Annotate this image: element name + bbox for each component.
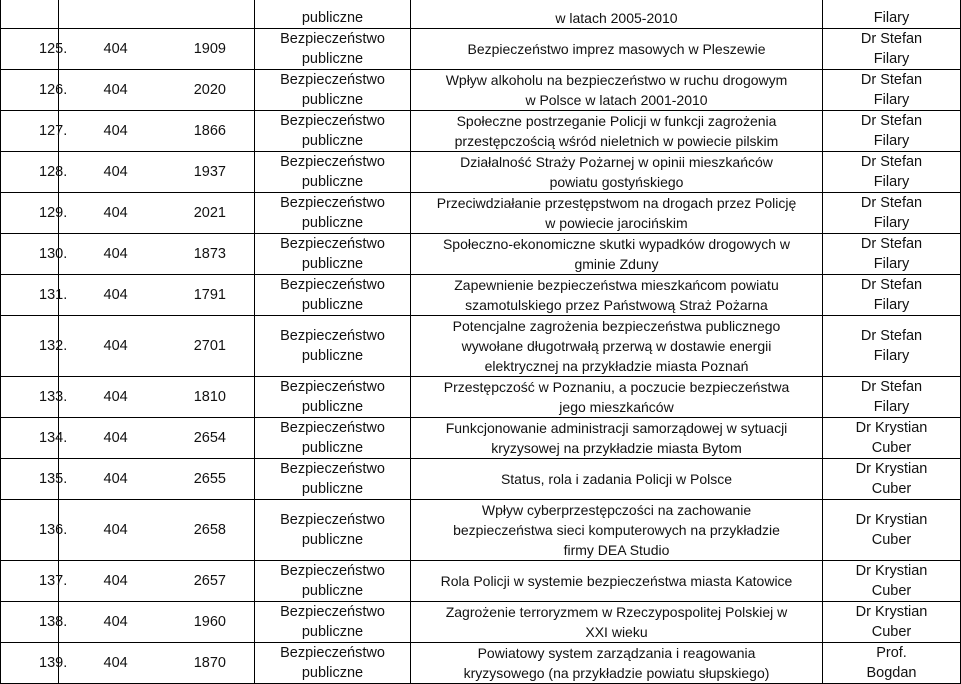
title-line: Przestępczość w Poznaniu, a poczucie bezpieczeństwa: [443, 379, 790, 395]
table-row: [1, 500, 961, 561]
signature-number: 2020: [193, 82, 226, 98]
row-number: 125.: [39, 41, 68, 57]
signature-prefix: 404: [103, 338, 128, 354]
signature-cell: [59, 602, 255, 643]
author-line: Cuber: [871, 532, 912, 548]
title-line: Wpływ alkoholu na bezpieczeństwo w ruchu drogowym: [445, 72, 788, 88]
row-number: 128.: [39, 164, 68, 180]
category-cell: [255, 234, 411, 275]
title-cell: [411, 500, 823, 561]
table-row: [1, 29, 961, 70]
row-number: 138.: [39, 614, 68, 630]
signature-cell: [59, 152, 255, 193]
author-cell: [823, 111, 961, 152]
table-row: [1, 459, 961, 500]
author-line: Dr Stefan: [860, 31, 923, 47]
category-line: Bezpieczeństwo: [280, 113, 385, 129]
signature-number: 1873: [193, 246, 226, 262]
category-line: Bezpieczeństwo: [280, 195, 385, 211]
category-line: publiczne: [301, 583, 364, 599]
title-cell: [411, 193, 823, 234]
author-line: Cuber: [871, 440, 912, 456]
category-line: Bezpieczeństwo: [280, 154, 385, 170]
signature-cell: [59, 234, 255, 275]
table-row: [1, 602, 961, 643]
title-cell: [411, 152, 823, 193]
title-line: powiatu gostyńskiego: [549, 174, 684, 190]
signature-cell: [59, 193, 255, 234]
title-line: kryzysowej na przykładzie miasta Bytom: [491, 440, 742, 456]
title-line: kryzysowego (na przykładzie powiatu słupskiego): [463, 665, 770, 681]
row-number-cell: [1, 500, 68, 561]
author-line: Dr Stefan: [860, 72, 923, 88]
title-line: Zapewnienie bezpieczeństwa mieszkańcom powiatu: [454, 277, 779, 293]
title-line: Potencjalne zagrożenia bezpieczeństwa publicznego: [452, 318, 781, 334]
title-line: elektrycznej na przykładzie miasta Poznań: [484, 358, 749, 374]
category-cell: [255, 70, 411, 111]
category-line: publiczne: [301, 133, 364, 149]
title-line: Status, rola i zadania Policji w Polsce: [500, 471, 733, 487]
author-cell: [823, 70, 961, 111]
author-line: Filary: [873, 215, 910, 231]
category-line: Bezpieczeństwo: [280, 31, 385, 47]
signature-number: 1870: [193, 655, 226, 671]
author-line: Filary: [873, 51, 910, 67]
signature-prefix: 404: [103, 164, 128, 180]
row-number-cell: [1, 70, 68, 111]
signature-prefix: 404: [103, 655, 128, 671]
category-line: Bezpieczeństwo: [280, 461, 385, 477]
row-number-cell: [1, 275, 68, 316]
title-line: Społeczno-ekonomiczne skutki wypadków drogowych w: [442, 236, 791, 252]
row-number-cell: [1, 643, 68, 684]
row-number: 137.: [39, 573, 68, 589]
category-line: Bezpieczeństwo: [280, 72, 385, 88]
row-number-cell: [1, 29, 68, 70]
title-line: w Polsce w latach 2001-2010: [525, 92, 708, 108]
author-cell: [823, 29, 961, 70]
title-line: Funkcjonowanie administracji samorządowej w sytuacji: [445, 420, 788, 436]
title-line: Społeczne postrzeganie Policji w funkcji zagrożenia: [456, 113, 777, 129]
row-number-cell: [1, 418, 68, 459]
title-line: bezpieczeństwa sieci komputerowych na przykładzie: [453, 522, 780, 538]
category-cell: [255, 459, 411, 500]
signature-prefix: 404: [103, 287, 128, 303]
title-cell: [411, 418, 823, 459]
table-row: [1, 316, 961, 377]
row-number-cell: [1, 377, 68, 418]
title-line: Przeciwdziałanie przestępstwom na drogach przez Policję: [436, 195, 797, 211]
author-line: Dr Krystian: [855, 563, 928, 579]
author-line: Dr Stefan: [860, 277, 923, 293]
title-line: firmy DEA Studio: [563, 542, 670, 558]
table-row: [1, 275, 961, 316]
author-line: Filary: [873, 399, 910, 415]
signature-cell: [59, 643, 255, 684]
signature-cell: [59, 418, 255, 459]
author-line: Prof.: [876, 645, 907, 661]
category-cell: [255, 193, 411, 234]
row-number: 134.: [39, 430, 68, 446]
row-number-cell: [1, 459, 68, 500]
category-text: publiczne: [301, 10, 364, 26]
category-line: publiczne: [301, 215, 364, 231]
author-text: Filary: [873, 10, 910, 26]
category-line: Bezpieczeństwo: [280, 512, 385, 528]
signature-cell: [59, 70, 255, 111]
signature-cell: [59, 459, 255, 500]
author-line: Dr Krystian: [855, 461, 928, 477]
category-line: Bezpieczeństwo: [280, 379, 385, 395]
category-line: Bezpieczeństwo: [280, 645, 385, 661]
signature-prefix: 404: [103, 522, 128, 538]
title-line: przestępczością wśród nieletnich w powiecie pilskim: [454, 133, 779, 149]
author-line: Filary: [873, 297, 910, 313]
signature-prefix: 404: [103, 82, 128, 98]
title-cell: [411, 0, 823, 29]
author-line: Filary: [873, 133, 910, 149]
table-row-partial: [1, 0, 961, 29]
author-cell: [823, 234, 961, 275]
signature-number: 2657: [193, 573, 226, 589]
signature-cell: [59, 29, 255, 70]
author-cell: [823, 152, 961, 193]
signature-number: 1810: [193, 389, 226, 405]
category-line: publiczne: [301, 51, 364, 67]
author-cell: [823, 500, 961, 561]
category-cell: [255, 602, 411, 643]
signature-prefix: 404: [103, 471, 128, 487]
signature-number: 2701: [193, 338, 226, 354]
table-row: [1, 193, 961, 234]
row-number: 133.: [39, 389, 68, 405]
table-row: [1, 70, 961, 111]
author-cell: [823, 643, 961, 684]
category-cell: [255, 152, 411, 193]
row-number: 136.: [39, 522, 68, 538]
title-cell: [411, 29, 823, 70]
signature-number: 1866: [193, 123, 226, 139]
category-cell: [255, 0, 411, 29]
signature-cell: [59, 316, 255, 377]
category-line: publiczne: [301, 624, 364, 640]
signature-cell: [59, 377, 255, 418]
signature-cell: [59, 500, 255, 561]
author-line: Dr Krystian: [855, 512, 928, 528]
category-line: publiczne: [301, 92, 364, 108]
category-cell: [255, 29, 411, 70]
title-cell: [411, 377, 823, 418]
table-row: [1, 234, 961, 275]
author-cell: [823, 602, 961, 643]
signature-cell: [59, 561, 255, 602]
signature-prefix: 404: [103, 573, 128, 589]
table-row: [1, 561, 961, 602]
row-number: 129.: [39, 205, 68, 221]
category-line: publiczne: [301, 665, 364, 681]
title-line: jego mieszkańców: [559, 399, 674, 415]
title-cell: [411, 70, 823, 111]
category-cell: [255, 111, 411, 152]
title-line: Rola Policji w systemie bezpieczeństwa miasta Katowice: [440, 573, 793, 589]
category-line: publiczne: [301, 399, 364, 415]
signature-prefix: 404: [103, 41, 128, 57]
row-number-cell: [1, 561, 68, 602]
title-line: w powiecie jarocińskim: [545, 215, 688, 231]
signature-prefix: 404: [103, 389, 128, 405]
author-line: Cuber: [871, 624, 912, 640]
signature-cell: [59, 275, 255, 316]
author-line: Filary: [873, 174, 910, 190]
row-number: 127.: [39, 123, 68, 139]
author-line: Dr Stefan: [860, 195, 923, 211]
table-row: [1, 111, 961, 152]
author-line: Dr Stefan: [860, 328, 923, 344]
author-cell: [823, 561, 961, 602]
category-line: Bezpieczeństwo: [280, 328, 385, 344]
signature-number: 2658: [193, 522, 226, 538]
category-cell: [255, 275, 411, 316]
signature-number: 2021: [193, 205, 226, 221]
signature-prefix: 404: [103, 123, 128, 139]
category-cell: [255, 500, 411, 561]
row-number-cell: [1, 602, 68, 643]
title-line: Działalność Straży Pożarnej w opinii mieszkańców: [460, 154, 773, 170]
table-row: [1, 377, 961, 418]
category-line: publiczne: [301, 440, 364, 456]
title-cell: [411, 316, 823, 377]
title-line: Bezpieczeństwo imprez masowych w Pleszewie: [467, 41, 766, 57]
category-line: publiczne: [301, 348, 364, 364]
row-number-cell: [1, 111, 68, 152]
category-line: Bezpieczeństwo: [280, 604, 385, 620]
row-number-cell: [1, 234, 68, 275]
row-number: 130.: [39, 246, 68, 262]
signature-prefix: 404: [103, 430, 128, 446]
category-line: Bezpieczeństwo: [280, 563, 385, 579]
title-cell: [411, 602, 823, 643]
row-number: 126.: [39, 82, 68, 98]
category-line: publiczne: [301, 532, 364, 548]
author-line: Dr Stefan: [860, 236, 923, 252]
signature-cell: [59, 111, 255, 152]
category-cell: [255, 418, 411, 459]
author-line: Dr Stefan: [860, 379, 923, 395]
category-cell: [255, 377, 411, 418]
category-line: publiczne: [301, 297, 364, 313]
title-line: Zagrożenie terroryzmem w Rzeczypospolitej Polskiej w: [445, 604, 788, 620]
signature-number: 1791: [193, 287, 226, 303]
signature-number: 1937: [193, 164, 226, 180]
table-row: [1, 152, 961, 193]
row-number: 132.: [39, 338, 68, 354]
author-line: Dr Stefan: [860, 154, 923, 170]
title-line: szamotulskiego przez Państwową Straż Pożarna: [465, 297, 768, 313]
author-line: Cuber: [871, 583, 912, 599]
category-cell: [255, 316, 411, 377]
signature-number: 2655: [193, 471, 226, 487]
title-line: Powiatowy system zarządzania i reagowania: [477, 645, 756, 661]
category-line: Bezpieczeństwo: [280, 277, 385, 293]
title-line: XXI wieku: [585, 624, 648, 640]
signature-prefix: 404: [103, 614, 128, 630]
row-number-cell: [1, 152, 68, 193]
row-number: 139.: [39, 655, 68, 671]
author-cell: [823, 418, 961, 459]
author-line: Cuber: [871, 481, 912, 497]
row-number-cell: [1, 316, 68, 377]
author-cell: [823, 377, 961, 418]
title-line: gminie Zduny: [574, 256, 659, 272]
category-line: Bezpieczeństwo: [280, 236, 385, 252]
category-cell: [255, 561, 411, 602]
signature-prefix: 404: [103, 205, 128, 221]
category-line: Bezpieczeństwo: [280, 420, 385, 436]
row-number-cell: [1, 193, 68, 234]
category-cell: [255, 643, 411, 684]
title-line: wywołane długotrwałą przerwą w dostawie energii: [461, 338, 772, 354]
row-number: 135.: [39, 471, 68, 487]
author-cell: [823, 193, 961, 234]
title-cell: [411, 459, 823, 500]
author-line: Bogdan: [866, 665, 917, 681]
title-cell: [411, 111, 823, 152]
author-line: Filary: [873, 92, 910, 108]
author-line: Dr Krystian: [855, 420, 928, 436]
title-line: Wpływ cyberprzestępczości na zachowanie: [481, 502, 752, 518]
title-cell: [411, 643, 823, 684]
author-line: Filary: [873, 256, 910, 272]
row-number: 131.: [39, 287, 68, 303]
signature-number: 1909: [193, 41, 226, 57]
table-row: [1, 643, 961, 684]
table-row: [1, 418, 961, 459]
title-cell: [411, 234, 823, 275]
category-line: publiczne: [301, 256, 364, 272]
title-cell: [411, 561, 823, 602]
signature-number: 2654: [193, 430, 226, 446]
title-cell: [411, 275, 823, 316]
author-line: Filary: [873, 348, 910, 364]
title-text: w latach 2005-2010: [555, 10, 678, 26]
author-cell: [823, 275, 961, 316]
category-line: publiczne: [301, 481, 364, 497]
signature-number: 1960: [193, 614, 226, 630]
author-cell: [823, 459, 961, 500]
author-line: Dr Krystian: [855, 604, 928, 620]
author-cell: [823, 0, 961, 29]
author-line: Dr Stefan: [860, 113, 923, 129]
author-cell: [823, 316, 961, 377]
signature-prefix: 404: [103, 246, 128, 262]
category-line: publiczne: [301, 174, 364, 190]
